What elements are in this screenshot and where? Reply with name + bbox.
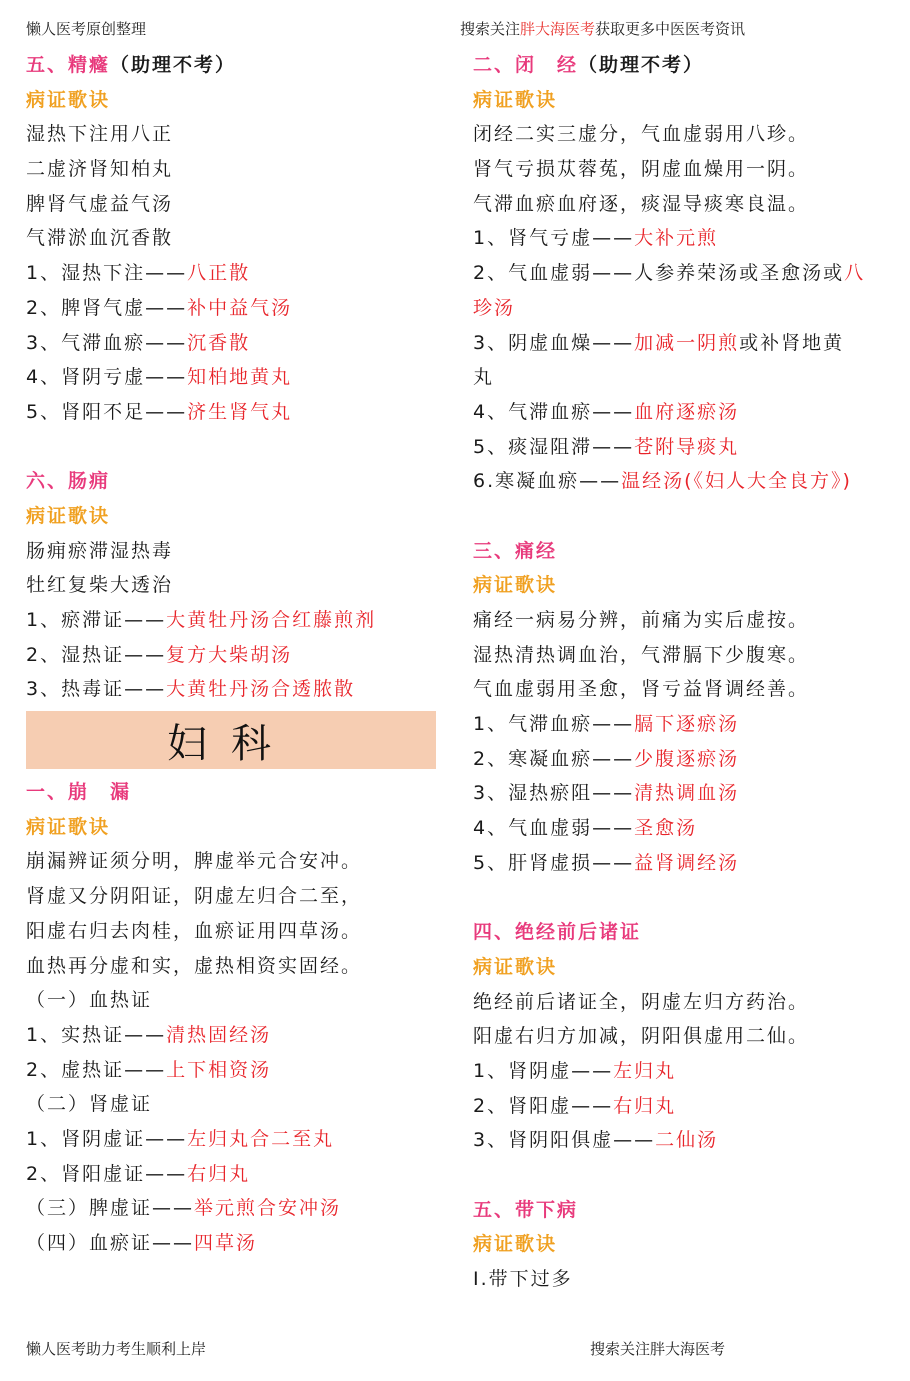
- footer-left: 懒人医考助力考生顺利上岸: [26, 1340, 207, 1358]
- syndrome-item: 3、热毒证——大黄牡丹汤合透脓散: [26, 678, 356, 701]
- section-title-daixia: 五、带下病: [473, 1198, 579, 1221]
- header-brand: 胖大海医考: [520, 20, 596, 38]
- verse-line: 二虚济肾知柏丸: [26, 158, 174, 181]
- right-column: [473, 48, 893, 1297]
- gynecology-banner: 妇科: [26, 711, 436, 769]
- syndrome-item: 1、瘀滞证——大黄牡丹汤合红藤煎剂: [26, 609, 377, 631]
- syndrome-item: 3、气滞血瘀——沉香散: [26, 331, 251, 354]
- header-right: 搜索关注胖大海医考获取更多中医医考资讯: [460, 20, 746, 38]
- syndrome-item: 2、肾阳虚证——右归丸: [26, 1162, 251, 1185]
- syndrome-item: 1、湿热下注——八正散: [26, 262, 251, 285]
- verse-line: 牡红复柴大透治: [26, 574, 174, 597]
- verse-line: 肠痈瘀滞湿热毒: [26, 539, 174, 562]
- syndrome-item: 5、肾阳不足——济生肾气丸: [26, 400, 293, 423]
- syndrome-item: 1、肾阴虚——左归丸: [473, 1059, 677, 1082]
- header-left: 懒人医考原创整理: [26, 20, 147, 38]
- section-title-benglou: 一、崩 漏: [26, 781, 132, 804]
- verse-line: 肾虚又分阴阳证，阴虚左归合二至，: [26, 885, 363, 908]
- verse-line: 血热再分虚和实，虚热相资实固经。: [26, 954, 363, 977]
- syndrome-item: （四）血瘀证——四草汤: [26, 1232, 258, 1254]
- verse-line: 气滞淤血沉香散: [26, 227, 174, 250]
- verse-heading: 病证歌诀: [473, 574, 558, 597]
- syndrome-item: 4、气血虚弱——圣愈汤: [473, 817, 698, 840]
- verse-line: 阳虚右归去肉桂，血瘀证用四草汤。: [26, 919, 363, 942]
- syndrome-item: 3、阴虚血燥——加减一阴煎或补肾地黄: [473, 331, 845, 354]
- syndrome-item: 2、寒凝血瘀——少腹逐瘀汤: [473, 747, 740, 770]
- verse-line: 肾气亏损苁蓉菟，阴虚血燥用一阴。: [473, 158, 810, 181]
- syndrome-item: 2、湿热证——复方大柴胡汤: [26, 643, 293, 666]
- subsection-heading: （一）血热证: [26, 989, 153, 1012]
- footer-right: 搜索关注胖大海医考: [590, 1340, 726, 1358]
- section-title-bijing: 二、闭 经（助理不考）: [473, 54, 705, 76]
- verse-line: 湿热清热调血治，气滞膈下少腹寒。: [473, 643, 810, 666]
- left-column: [26, 48, 446, 1261]
- syndrome-item: 1、实热证——清热固经汤: [26, 1023, 272, 1046]
- verse-heading: 病证歌诀: [26, 504, 111, 527]
- syndrome-item: 4、气滞血瘀——血府逐瘀汤: [473, 400, 740, 423]
- verse-heading: 病证歌诀: [26, 88, 111, 111]
- syndrome-item: 3、湿热瘀阻——清热调血汤: [473, 782, 740, 805]
- verse-heading: 病证歌诀: [473, 1233, 558, 1256]
- verse-line: 湿热下注用八正: [26, 123, 174, 146]
- verse-line: 痛经一病易分辨，前痛为实后虚按。: [473, 609, 810, 631]
- syndrome-item: 5、痰湿阻滞——苍附导痰丸: [473, 435, 740, 458]
- syndrome-item: 4、肾阴亏虚——知柏地黄丸: [26, 366, 293, 389]
- syndrome-item: 6.寒凝血瘀——温经汤(《妇人大全良方》): [473, 470, 852, 493]
- verse-heading: 病证歌诀: [473, 88, 558, 111]
- verse-line: 气血虚弱用圣愈，肾亏益肾调经善。: [473, 678, 810, 701]
- syndrome-item: 5、肝肾虚损——益肾调经汤: [473, 851, 740, 874]
- verse-line: 阳虚右归方加减，阴阳俱虚用二仙。: [473, 1025, 810, 1048]
- syndrome-item: 2、肾阳虚——右归丸: [473, 1094, 677, 1117]
- verse-line: 崩漏辨证须分明，脾虚举元合安冲。: [26, 850, 363, 873]
- verse-line: 气滞血瘀血府逐，痰湿导痰寒良温。: [473, 192, 810, 215]
- section-title-jinglong: 五、精癃（助理不考）: [26, 54, 237, 76]
- syndrome-item-cont: 丸: [473, 366, 495, 389]
- verse-heading: 病证歌诀: [26, 815, 111, 838]
- syndrome-item: 1、肾阴虚证——左归丸合二至丸: [26, 1127, 335, 1150]
- verse-heading: 病证歌诀: [473, 955, 558, 978]
- verse-line: 绝经前后诸证全，阴虚左归方药治。: [473, 990, 810, 1013]
- section-title-juejing: 四、绝经前后诸证: [473, 921, 642, 944]
- section-title-tongjing: 三、痛经: [473, 539, 558, 562]
- syndrome-item: Ⅰ.带下过多: [473, 1268, 573, 1291]
- syndrome-item: 2、脾肾气虚——补中益气汤: [26, 296, 293, 319]
- verse-line: 脾肾气虚益气汤: [26, 192, 174, 215]
- subsection-heading: （二）肾虚证: [26, 1093, 153, 1116]
- syndrome-item: （三）脾虚证——举元煎合安冲汤: [26, 1197, 342, 1220]
- syndrome-item: 1、气滞血瘀——膈下逐瘀汤: [473, 713, 740, 736]
- syndrome-item: 2、虚热证——上下相资汤: [26, 1058, 272, 1081]
- syndrome-item: 1、肾气亏虚——大补元煎: [473, 227, 719, 250]
- syndrome-item: 3、肾阴阳俱虚——二仙汤: [473, 1129, 719, 1152]
- verse-line: 闭经二实三虚分，气血虚弱用八珍。: [473, 123, 810, 146]
- syndrome-item-cont: 珍汤: [473, 296, 516, 319]
- syndrome-item: 2、气血虚弱——人参养荣汤或圣愈汤或八: [473, 262, 866, 285]
- section-title-changyong: 六、肠痈: [26, 470, 111, 493]
